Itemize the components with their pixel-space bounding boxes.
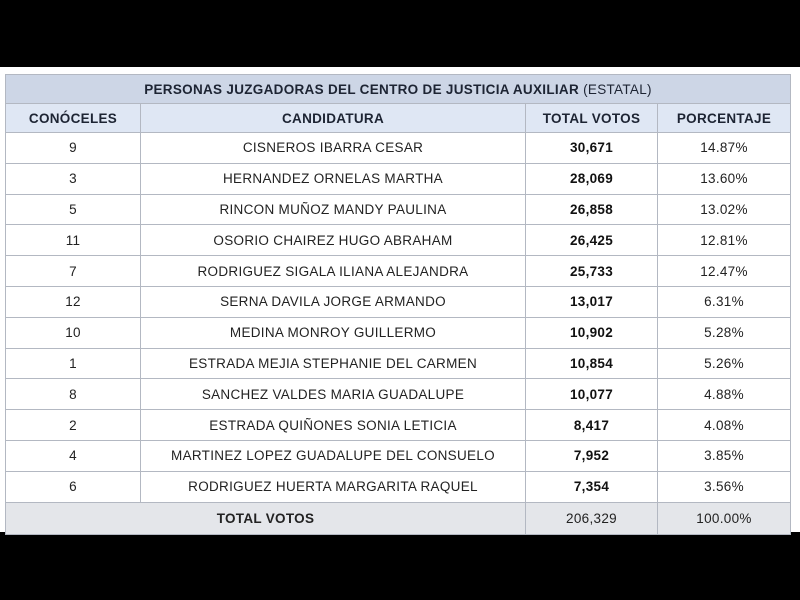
table-row [6, 163, 791, 194]
table-row [6, 194, 791, 225]
cell-total-votos: 10,854 [526, 348, 658, 379]
cell-candidatura: MEDINA MONROY GUILLERMO [141, 317, 526, 348]
results-table [5, 74, 791, 535]
cell-conoceles: 6 [6, 471, 141, 502]
cell-porcentaje: 5.26% [658, 348, 791, 379]
cell-porcentaje: 12.81% [658, 225, 791, 256]
cell-candidatura: RINCON MUÑOZ MANDY PAULINA [141, 194, 526, 225]
cell-total-votos: 28,069 [526, 163, 658, 194]
cell-conoceles: 2 [6, 410, 141, 441]
table-row [6, 379, 791, 410]
table-row [6, 410, 791, 441]
cell-conoceles: 5 [6, 194, 141, 225]
table-row [6, 286, 791, 317]
total-label: TOTAL VOTOS [6, 502, 526, 534]
table-row [6, 256, 791, 287]
table-body [6, 133, 791, 503]
cell-candidatura: SANCHEZ VALDES MARIA GUADALUPE [141, 379, 526, 410]
results-panel [0, 67, 800, 532]
cell-porcentaje: 4.88% [658, 379, 791, 410]
cell-total-votos: 26,425 [526, 225, 658, 256]
table-title-scope: (ESTATAL) [583, 81, 652, 97]
cell-conoceles: 12 [6, 286, 141, 317]
table-header-row [6, 104, 791, 133]
cell-porcentaje: 12.47% [658, 256, 791, 287]
column-header-candidatura: CANDIDATURA [141, 104, 526, 133]
table-title [6, 75, 791, 104]
cell-total-votos: 7,952 [526, 440, 658, 471]
cell-candidatura: SERNA DAVILA JORGE ARMANDO [141, 286, 526, 317]
cell-candidatura: ESTRADA MEJIA STEPHANIE DEL CARMEN [141, 348, 526, 379]
cell-conoceles: 4 [6, 440, 141, 471]
cell-conoceles: 1 [6, 348, 141, 379]
cell-conoceles: 9 [6, 133, 141, 164]
table-row [6, 440, 791, 471]
cell-total-votos: 8,417 [526, 410, 658, 441]
cell-porcentaje: 3.85% [658, 440, 791, 471]
cell-conoceles: 10 [6, 317, 141, 348]
total-percentage: 100.00% [658, 502, 791, 534]
cell-total-votos: 7,354 [526, 471, 658, 502]
table-title-row [6, 75, 791, 104]
cell-total-votos: 26,858 [526, 194, 658, 225]
cell-porcentaje: 6.31% [658, 286, 791, 317]
cell-candidatura: OSORIO CHAIREZ HUGO ABRAHAM [141, 225, 526, 256]
cell-porcentaje: 14.87% [658, 133, 791, 164]
table-row [6, 471, 791, 502]
column-header-total-votos: TOTAL VOTOS [526, 104, 658, 133]
cell-total-votos: 10,902 [526, 317, 658, 348]
cell-porcentaje: 3.56% [658, 471, 791, 502]
cell-porcentaje: 4.08% [658, 410, 791, 441]
column-header-conoceles: CONÓCELES [6, 104, 141, 133]
table-row [6, 225, 791, 256]
cell-candidatura: CISNEROS IBARRA CESAR [141, 133, 526, 164]
cell-conoceles: 8 [6, 379, 141, 410]
table-title-text: PERSONAS JUZGADORAS DEL CENTRO DE JUSTICIA AUXILIAR [144, 81, 580, 97]
cell-conoceles: 3 [6, 163, 141, 194]
cell-candidatura: ESTRADA QUIÑONES SONIA LETICIA [141, 410, 526, 441]
cell-total-votos: 10,077 [526, 379, 658, 410]
cell-candidatura: RODRIGUEZ HUERTA MARGARITA RAQUEL [141, 471, 526, 502]
table-row [6, 317, 791, 348]
total-votes: 206,329 [526, 502, 658, 534]
cell-porcentaje: 13.02% [658, 194, 791, 225]
cell-porcentaje: 5.28% [658, 317, 791, 348]
table-row [6, 133, 791, 164]
table-row [6, 348, 791, 379]
cell-total-votos: 13,017 [526, 286, 658, 317]
column-header-porcentaje: PORCENTAJE [658, 104, 791, 133]
cell-porcentaje: 13.60% [658, 163, 791, 194]
cell-conoceles: 7 [6, 256, 141, 287]
cell-conoceles: 11 [6, 225, 141, 256]
cell-candidatura: HERNANDEZ ORNELAS MARTHA [141, 163, 526, 194]
cell-total-votos: 25,733 [526, 256, 658, 287]
cell-total-votos: 30,671 [526, 133, 658, 164]
cell-candidatura: RODRIGUEZ SIGALA ILIANA ALEJANDRA [141, 256, 526, 287]
cell-candidatura: MARTINEZ LOPEZ GUADALUPE DEL CONSUELO [141, 440, 526, 471]
total-row [6, 502, 791, 534]
